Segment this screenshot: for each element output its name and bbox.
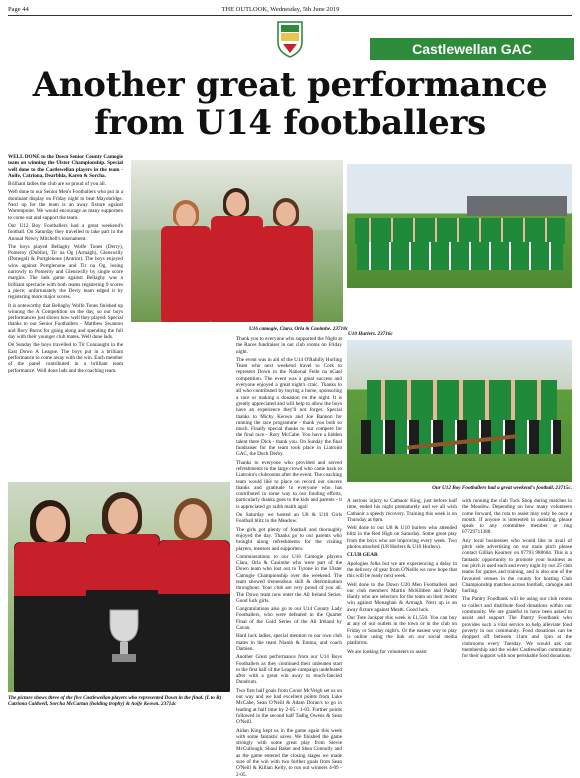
page-number: Page 44 [8, 6, 29, 13]
paragraph: The boys played Bellaghy Wolfe Tones (Derry), Pomeroy (Dublin), Tir na Og (Armagh), Glenswilly (Donegal) & Portglenone (Antrim). The boys enjoyed wins against Portglenone and Tir na Og, losing narrowly to Pomeroy and Glenswilly by single score margins. The lads game against Bellaghy was a brilliant spectacle with both teams registering 9 scores a piece; unfortunately the Derry team edged it by registering more major scores. [8, 243, 123, 301]
paragraph: Our Tote Jackpot this week is £1,550. You can buy at any of our outlets in the town or in the club on Friday or Sunday night's. Or the easiest way to play is online using the link on our social media platforms. [347, 615, 457, 647]
photo-u16-camogie [131, 160, 343, 322]
paragraph: Hard luck ladies, special mention to our own club mates in the team Niamh & Emma, and coach Damien. [236, 633, 342, 652]
paragraph: with running the club Tuck Shop during matches in the Meadow. Depending on how many volunteers come forward, the rota to assist may only be once a month. If anyone is interested in assisting, please speak to any committee member or ring 07729711388. [462, 498, 572, 536]
lead-paragraph: WELL DONE to the Down Senior County Camogie team on winning the Ulster Championship. Special well done to the Castlewellan players in the team - Aoife, Catriona, Dearbhla, Karen & Sorcha. [8, 154, 123, 179]
paragraph: Apologies folks but we are experiencing a delay in the delivery of gear from O'Neills we now hope that this will be ready next week. [347, 560, 457, 580]
paragraph: On Sunday the boys travelled to Tir Connaught in the East Down A League. The boys put in a brilliant performance to come away with the win. Each member of the panel contributed in a brilliant team performance. Well done lads and the coaching team. [8, 342, 123, 374]
paragraph: The event was in aid of the U14 O'Rahilly Hurling Team who next weekend travel to Cork to represent Down in the National Feile na nGael competition. The event was a great success and everyone enjoyed a great night's craic. Thanks to all who contributed by buying a horse, sponsoring a race or making a donation on the night. It is greatly appreciated and will help to allow the boys have an experience they'll not forget. Special thanks to Micky Keown and Joe Bannon for running the race programme - thank you both so much. Finally special thanks to our compere for the final race - Rory McCabe. You have a hidden talent there Dick - thank you. On Sunday the final fundraiser for the team took place in Liatroim GAC, the Duck Derby. [236, 356, 342, 458]
article-column-3 [347, 498, 457, 734]
caption-u10-hurlers: U10 Hurlers. 23716c [348, 331, 393, 337]
paragraph: The girls got plenty of football and thoroughly enjoyed the day. Thanks go to our parents who brought along refreshments for the visiting players, mentors and supporters. [236, 526, 342, 552]
section-heading: CLUB GEAR [347, 552, 378, 559]
paragraph: Well done to our U8 & U10 hurlers who attended blitz in the Red High on Saturday. Some great play from the boys who are improving every week. Two photos attached (U8 Hurlers & U10 Hurlers). [347, 525, 457, 551]
paragraph: Commiserations to our U16 Camogie players Clara, Orla & Caoimhe who were part of the Down team who lost out to Tyrone in the Ulster Camogie Championship over the weekend. The team showed tremendous skill & determination throughout. Your club are very proud of you all. The Down team now enter the All Ireland Series. Good luck girls. [236, 553, 342, 604]
club-banner: Castlewellan GAC [370, 38, 574, 60]
photo-u10-hurlers [347, 340, 572, 482]
trophy-icon [104, 606, 144, 666]
caption-u16-camogie: U16 camogie, Clara, Orla & Caoimhe. 23718c [249, 326, 348, 332]
page-header [8, 4, 572, 16]
paragraph: The Pantry Foodbank will be using our club rooms to collect and distribute food donations within our community. We are grateful to have been asked to assist and support The Pantry Foodbank who provides such a vital service to help alleviate food poverty in our community. Food donations can be dropped off between 11am and 1pm at the clubrooms every Tuesday. We would ask our membership and the wider Castlewellan community for their support with non perishable food donations. [462, 596, 572, 660]
paragraph: Well done to our Senior Men's Footballers who put in a dominant display on Friday night to beat Mayobridge. Next up for the team is an away fixture against Warrenpoint. We would encourage as many supporters to come out and support the team. [8, 189, 123, 221]
paragraph: Any local businesses who would like to avail of pitch side advertising on our main pitch please contact Gillian Kearney on 07793 988604. This is a fantastic opportunity to promote your business as our pitch is used each and every night by our 25 club teams for games and training, and is also one of the favoured venues in the county for hosting Club Championship matches across football, camogie and hurling. [462, 537, 572, 595]
paragraph: Aidan King kept us in the game again this week with some fantastic saves. We finished the game strongly with some great play from Stevie McCullough, Shaul Baker and Shea Connolly and as the game entered the closing stages we made sure of the win with two further goals from Sean O'Neill & Killian Kelly, to run out winners 4-09 - 2-05. [236, 727, 342, 778]
paragraph: Two first half goals from Conor McVeigh set us on our way and we had excellent points from Luke McCabe, Sean O'Neill & Adam Doran's to go in leading at half time by 2-05 - 1-03. Further points followed in the second half Tadhg Owens & Sean O'Neill. [236, 687, 342, 726]
paragraph: On Saturday we hosted an U8 & U10 Girls Football blitz in the Meadow. [236, 512, 342, 525]
caption-u12-footballers: Our U12 Boy Footballers had a great weekend's football. 23715c. [432, 485, 572, 491]
photo-senior-camogie [8, 482, 230, 692]
paragraph: Brilliant ladies the club are so proud of you all. [8, 181, 106, 188]
paragraph: Thank you to everyone who supported the Night at the Races fundraiser in our club rooms on Friday night. [236, 336, 342, 355]
headline-line-1: Another great performance [32, 65, 548, 105]
paragraph: We are looking for volunteers to assist [347, 648, 427, 655]
article-column-1 [8, 154, 123, 479]
paragraph: A serious injury to Cathaoir King, just before half time, ended his night prematurely and we all wish Cathaoir a speedy recovery. Training this week is on Thursday at 6pm. [347, 498, 457, 523]
paragraph: Thanks to everyone who provided and served refreshments to the large crowd who came back to Liatroim's clubrooms after the event. The coaching team would like to place on record our sincere thanks and gratitude to everyone who has contributed in some way to our funding efforts, particularly thanks goes to the kids and parents - it is appreciated go raibh maith agat! [236, 459, 342, 510]
paragraph: Another Great performance from our U14 Boys Footballers as they continued their unbeaten start to the first half of the League campaign undefeated after with a great win away to much-fancied Dundrum. [236, 654, 343, 686]
caption-senior-camogie: The picture shows three of the five Castlewellan players who represented Down in the final. (L to R) Catriona Caldwell, Sorcha McCartan (holding trophy) & Aoife Keown. 23714c [8, 695, 222, 707]
paragraph: Congratulations also go to our U14 County Lady Footballers, who were defeated in the Quarter Final of the Gold Series of the All Ireland by Cavan. [236, 606, 342, 632]
paragraph: Our U12 Boy Footballers had a great weekend's football. On Saturday they travelled to take part in the Annual Newry Mitchell's tournament. [8, 222, 123, 242]
headline [8, 66, 572, 142]
photo-u12-team-top [347, 164, 572, 288]
paragraph: It is noteworthy that Bellaghy Wolfe Tones finished up winning the A Competition on the day, so our boys performances just shows how well they played. Special thanks to our Senior Footballers - Matthew Swanton and Rory Burns for going along and spending the full day with their younger club mates. Well done lads. [8, 302, 123, 341]
article-column-4 [462, 498, 572, 734]
paper-dateline: THE OUTLOOK, Wednesday, 5th June 2019 [221, 6, 340, 13]
club-crest-icon [276, 20, 304, 58]
headline-line-2: from U14 footballers [94, 103, 486, 143]
paragraph: Well done to the Down U20 Men Footballers and our club members Martin McKibben and Paddy Hardy who are selectors for the team on their recent win against Monaghan & Armagh. Next up is an away fixture against Meath. Good luck. [347, 581, 457, 613]
article-column-2 [236, 336, 343, 778]
